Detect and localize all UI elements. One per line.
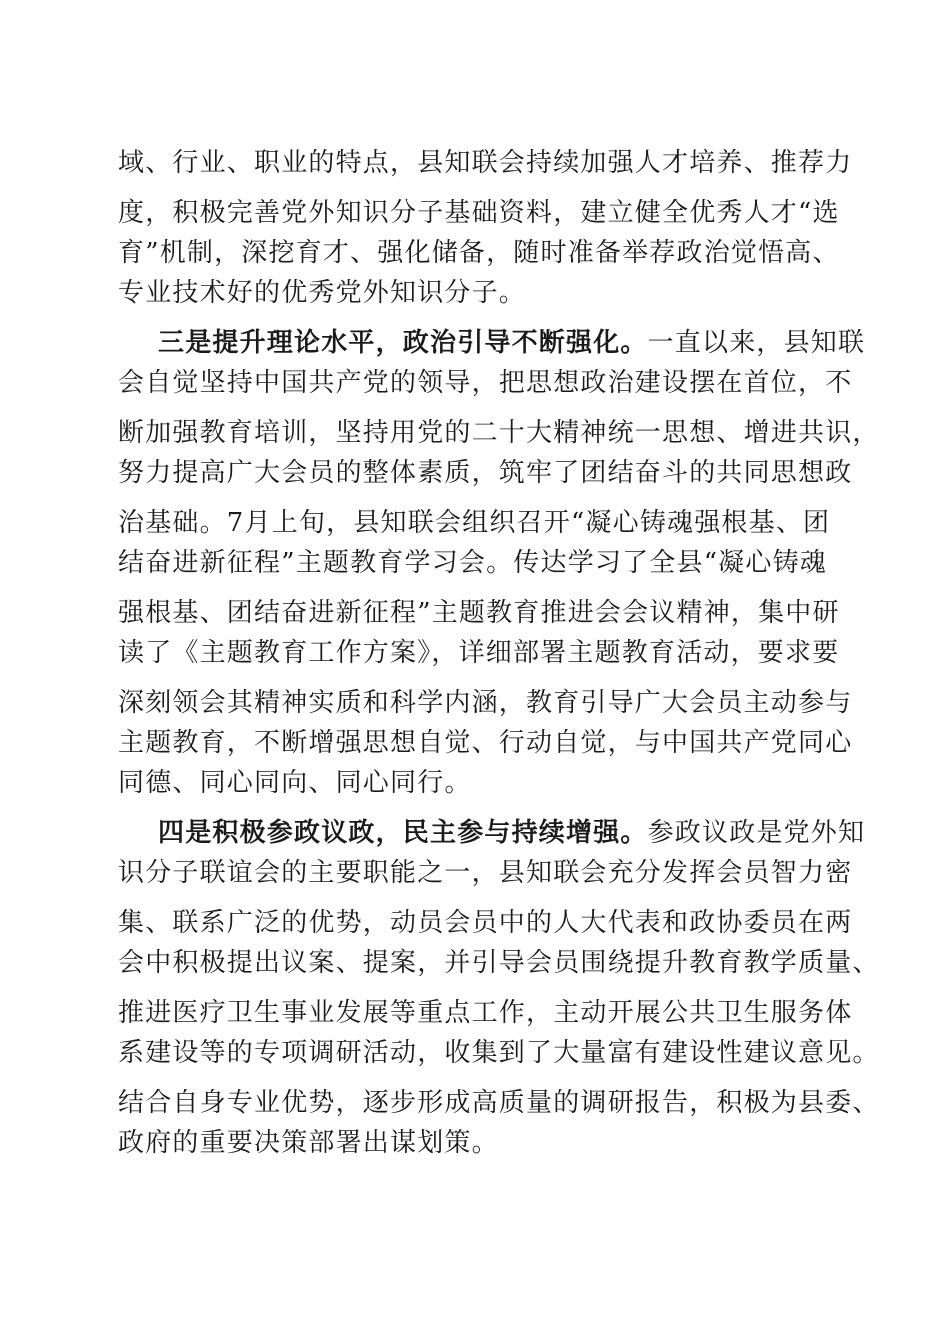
text-line: 识分子联谊会的主要职能之一，县知联会充分发挥会员智力密 [118, 858, 853, 888]
text-line: 度，积极完善党外知识分子基础资料，建立健全优秀人才“选 [118, 198, 840, 228]
text-line: 会自觉坚持中国共产党的领导，把思想政治建设摆在首位，不 [118, 368, 853, 398]
text-line: 结奋进新征程”主题教育学习会。传达学习了全县“凝心铸魂 [118, 548, 827, 578]
section-heading: 三是提升理论水平，政治引导不断强化。 [158, 328, 648, 358]
text-line: 集、联系广泛的优势，动员会员中的人大代表和政协委员在两 [118, 908, 853, 938]
text-line: 同德、同心同向、同心同行。 [118, 768, 472, 798]
text-line: 断加强教育培训，坚持用党的二十大精神统一思想、增进共识， [118, 418, 880, 448]
text-line: 专业技术好的优秀党外知识分子。 [118, 278, 527, 308]
text-line: 政府的重要决策部署出谋划策。 [118, 1128, 499, 1158]
text-line: 强根基、团结奋进新征程”主题教育推进会会议精神，集中研 [118, 598, 840, 628]
text-line: 努力提高广大会员的整体素质，筑牢了团结奋斗的共同思想政 [118, 458, 853, 488]
text-line: 系建设等的专项调研活动，收集到了大量富有建设性建议意见。 [118, 1038, 880, 1068]
text-line: 会中积极提出议案、提案，并引导会员围绕提升教育教学质量、 [118, 948, 880, 978]
text-line: 育”机制，深挖育才、强化储备，随时准备举荐政治觉悟高、 [118, 238, 840, 268]
text-line: 治基础。7月上旬，县知联会组织召开“凝心铸魂强根基、团 [118, 508, 831, 538]
text-line: 结合自身专业优势，逐步形成高质量的调研报告，积极为县委、 [118, 1088, 880, 1118]
text-line: 读了《主题教育工作方案》，详细部署主题教育活动，要求要 [118, 638, 840, 668]
text-line: 域、行业、职业的特点，县知联会持续加强人才培养、推荐力 [118, 148, 853, 178]
text-line: 深刻领会其精神实质和科学内涵，教育引导广大会员主动参与 [118, 688, 853, 718]
text-line: 主题教育，不断增强思想自觉、行动自觉，与中国共产党同心 [118, 728, 853, 758]
text-run: 参政议政是党外知 [647, 818, 866, 848]
paragraph-first-line [118, 813, 878, 853]
text-run: 一直以来，县知联 [647, 328, 866, 358]
paragraph-first-line [118, 323, 878, 363]
text-line: 推进医疗卫生事业发展等重点工作，主动开展公共卫生服务体 [118, 998, 853, 1028]
section-heading: 四是积极参政议政，民主参与持续增强。 [158, 818, 648, 848]
